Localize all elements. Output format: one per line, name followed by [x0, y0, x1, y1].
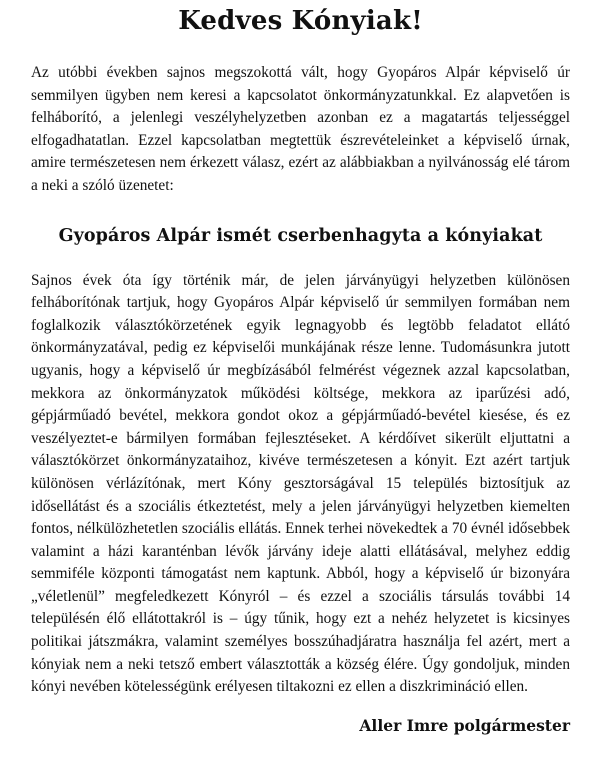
- letter-page: [31, 0, 570, 737]
- letter-title: Kedves Kónyiak!: [178, 6, 423, 36]
- message-heading: Gyopáros Alpár ismét cserbenhagyta a kónyiakat: [58, 225, 543, 246]
- intro-paragraph: Az utóbbi években sajnos megszokottá vált, hogy Gyopáros Alpár képviselő úr semmilyen ügyben nem keresi a kapcsolatot önkormányzatunkkal. Ez alapvetően is felháborító, a jelenlegi veszélyhelyzetben azonban ez a magatartás teljességgel elfogadhatatlan. Ezzel kapcsolatban megtettük észrevételeinket a képviselő úrnak, amire természetesen nem érkezett válasz, ezért az alábbiakban a nyilvánosság elé tárom a neki a szóló üzenetet:: [31, 64, 570, 194]
- signature: Aller Imre polgármester: [359, 715, 570, 735]
- message-body: Sajnos évek óta így történik már, de jelen járványügyi helyzetben különösen felháborítónak tartjuk, hogy Gyopáros Alpár képviselő úr semmilyen formában nem foglalkozik választókörzetének egyik legnagyobb és legtöbb feladatot ellátó önkormányzatával, pedig ez képviselői munkájának része lenne. Tudomásunkra jutott ugyanis, hogy a képviselő úr megbízásából felmérést végeznek azzal kapcsolatban, mekkora az önkormányzatok működési költsége, mekkora az iparűzési adó, gépjárműadó bevétel, mekkora gondot okoz a gépjárműadó-bevétel kiesése, és ez veszélyeztet-e bármilyen formában fejlesztéseket. A kérdőívet sikerült eljuttatni a választókörzet önkormányzataihoz, kivéve természetesen a kónyit. Ezt azért tartjuk különösen vérlázítónak, mert Kóny gesztorságával 15 település biztosítjuk az idősellátást és a szociális étkeztetést, mely a jelen járványügyi helyzetben kiemelten fontos, nélkülözhetetlen szociális ellátás. Ennek terhei növekedtek a 70 évnél idősebbek valamint a házi karanténban lévők járvány ideje alatti ellátásával, melyhez eddig semmiféle központi támogatást nem kaptunk. Abból, hogy a képviselő úr bizonyára „véletlenül” megfeledkezett Kónyról – és ezzel a szociális társulás további 14 településén élő ellátottakról is – úgy tűnik, hogy ezt a nehéz helyzetet is kicsinyes politikai játszmákra, valamint személyes bosszúhadjáratra használja fel azért, mert a kónyiak nem a neki tetsző embert választották a község élére. Úgy gondoljuk, minden kónyi nevében kötelességünk erélyesen tiltakozni ez ellen a diszkrimináció ellen.: [31, 271, 570, 696]
